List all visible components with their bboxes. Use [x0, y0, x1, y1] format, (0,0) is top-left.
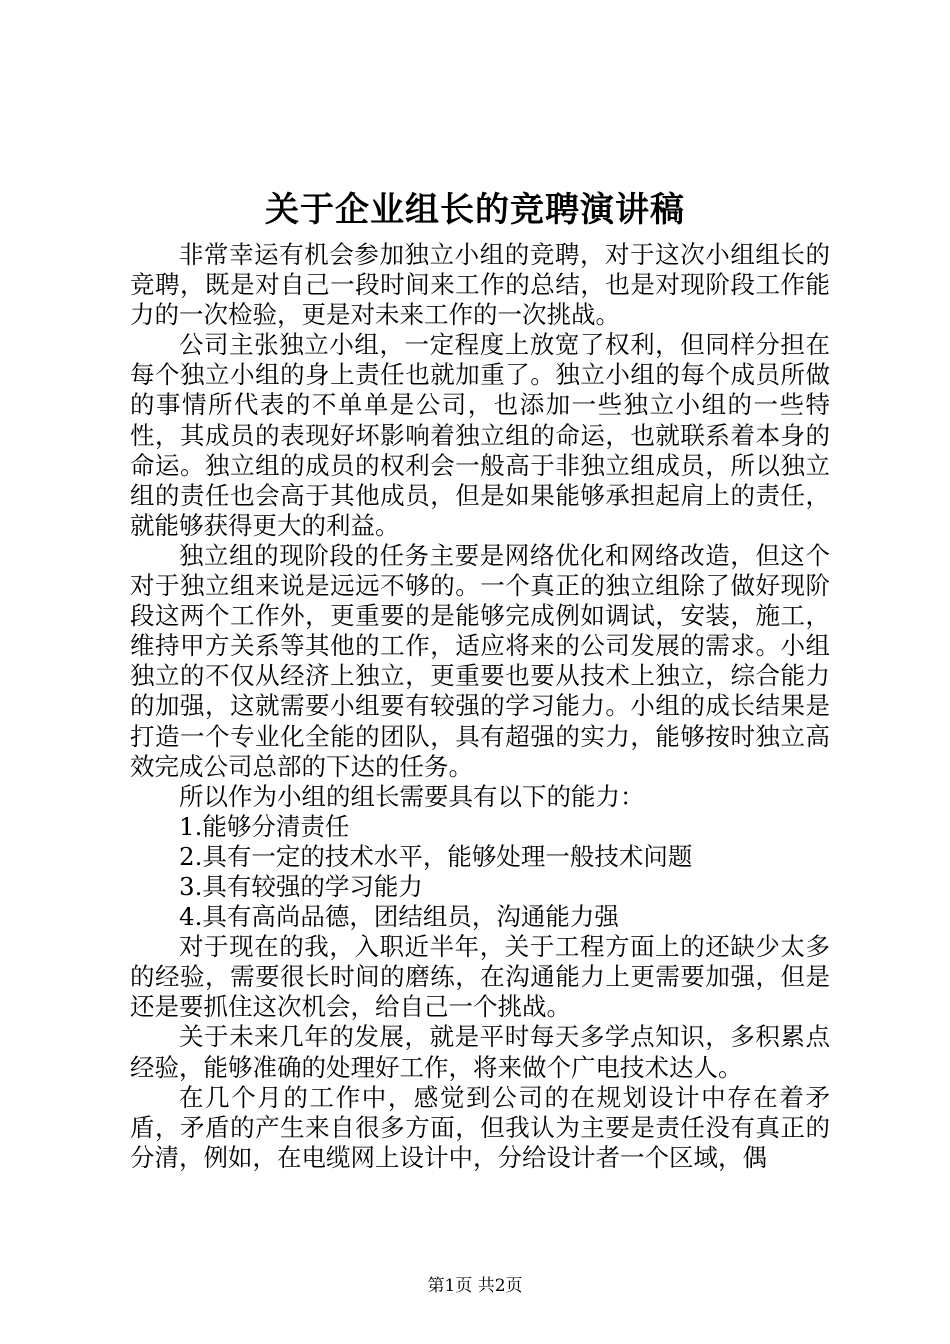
- list-item-ability-4: 4.具有高尚品德，团结组员，沟通能力强: [179, 902, 619, 932]
- list-item-ability-1: 1.能够分清责任: [179, 811, 350, 841]
- paragraph-company-policy: 公司主张独立小组，一定程度上放宽了权利，但同样分担在每个独立小组的身上责任也就加重了。独立小组的每个成员所做的事情所代表的不单单是公司，也添加一些独立小组的一些特性，其成员的表现好坏影响着独立组的命运，也就联系着本身的命运。独立组的成员的权利会一般高于非独立组成员，所以独立组的责任也会高于其他成员，但是如果能够承担起肩上的责任，就能够获得更大的利益。: [130, 330, 830, 540]
- document-title: 关于企业组长的竞聘演讲稿: [265, 190, 685, 230]
- paragraph-abilities-intro: 所以作为小组的组长需要具有以下的能力：: [179, 781, 645, 811]
- paragraph-work-observation: 在几个月的工作中，感觉到公司的在规划设计中存在着矛盾，矛盾的产生来自很多方面，但我认为主要是责任没有真正的分清，例如，在电缆网上设计中，分给设计者一个区域，偶: [130, 1082, 830, 1172]
- paragraph-self-assessment: 对于现在的我，入职近半年，关于工程方面上的还缺少太多的经验，需要很长时间的磨练，在沟通能力上更需要加强，但是还是要抓住这次机会，给自己一个挑战。: [130, 932, 830, 1022]
- list-item-ability-3: 3.具有较强的学习能力: [179, 871, 423, 901]
- document-body: [130, 240, 830, 1173]
- page-footer: 第1页 共2页: [427, 1276, 523, 1296]
- paragraph-future-plan: 关于未来几年的发展，就是平时每天多学点知识，多积累点经验，能够准确的处理好工作，将来做个广电技术达人。: [130, 1022, 830, 1082]
- list-item-ability-2: 2.具有一定的技术水平，能够处理一般技术问题: [179, 841, 693, 871]
- paragraph-intro: 非常幸运有机会参加独立小组的竞聘，对于这次小组组长的竞聘，既是对自己一段时间来工作的总结，也是对现阶段工作能力的一次检验，更是对未来工作的一次挑战。: [130, 240, 830, 330]
- paragraph-current-tasks: 独立组的现阶段的任务主要是网络优化和网络改造，但这个对于独立组来说是远远不够的。一个真正的独立组除了做好现阶段这两个工作外，更重要的是能够完成例如调试，安装，施工，维持甲方关系等其他的工作，适应将来的公司发展的需求。小组独立的不仅从经济上独立，更重要也要从技术上独立，综合能力的加强，这就需要小组要有较强的学习能力。小组的成长结果是打造一个专业化全能的团队，具有超强的实力，能够按时独立高效完成公司总部的下达的任务。: [130, 540, 830, 781]
